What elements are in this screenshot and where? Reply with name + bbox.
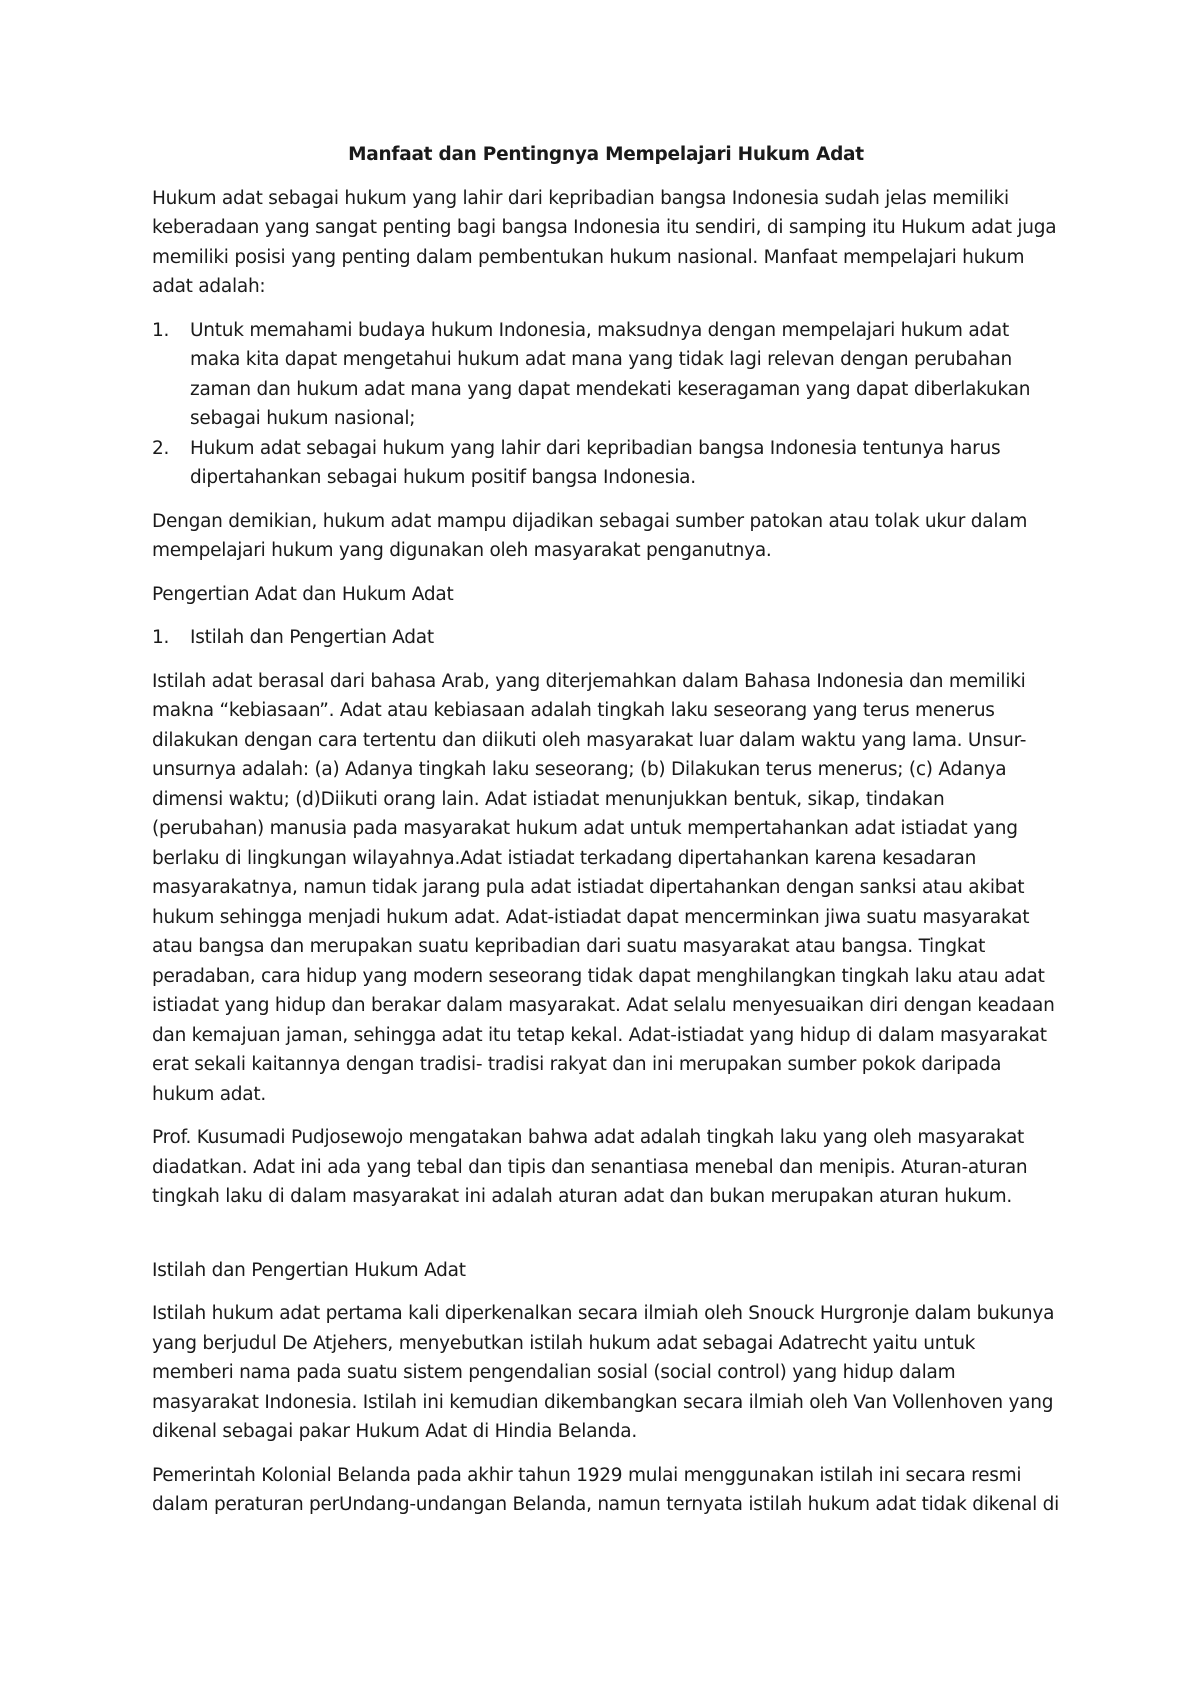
- prof-paragraph: Prof. Kusumadi Pudjosewojo mengatakan bahwa adat adalah tingkah laku yang oleh masyarakat diadatkan. Adat ini ada yang tebal dan tipis dan senantiasa menebal dan menipis. Aturan-aturan tingkah laku di dalam masyarakat ini adalah aturan adat dan bukan merupakan aturan hukum.: [152, 1127, 1028, 1207]
- subsection-list: [152, 623, 1060, 653]
- benefits-list: [152, 316, 1060, 493]
- document-title: Manfaat dan Pentingnya Mempelajari Hukum Adat: [348, 144, 864, 165]
- list-item: [152, 623, 1060, 653]
- list-item-number: 1.: [152, 627, 170, 648]
- list-item-text: Untuk memahami budaya hukum Indonesia, maksudnya dengan mempelajari hukum adat maka kita dapat mengetahui hukum adat mana yang tidak lagi relevan dengan perubahan zaman dan hukum adat mana yang dapat mendekati keseragaman yang dapat diberlakukan sebagai hukum nasional;: [190, 319, 1031, 429]
- subsection-heading: Istilah dan Pengertian Adat: [190, 627, 434, 648]
- kolonial-paragraph: Pemerintah Kolonial Belanda pada akhir tahun 1929 mulai menggunakan istilah ini secara resmi dalam peraturan perUndang-undangan Belanda, namun ternyata istilah hukum adat tidak dikenal di: [152, 1464, 1060, 1515]
- section-heading: Pengertian Adat dan Hukum Adat: [152, 583, 454, 605]
- adat-paragraph: Istilah adat berasal dari bahasa Arab, yang diterjemahkan dalam Bahasa Indonesia dan memiliki makna “kebiasaan”. Adat atau kebiasaan adalah tingkah laku seseorang yang terus menerus dilakukan dengan cara tertentu dan diikuti oleh masyarakat luar dalam waktu yang lama. Unsur-unsurnya adalah: (a) Adanya tingkah laku seseorang; (b) Dilakukan terus menerus; (c) Adanya dimensi waktu; (d)Diikuti orang lain. Adat istiadat menunjukkan bentuk, sikap, tindakan (perubahan) manusia pada masyarakat hukum adat untuk mempertahankan adat istiadat yang berlaku di lingkungan wilayahnya.Adat istiadat terkadang dipertahankan karena kesadaran masyarakatnya, namun tidak jarang pula adat istiadat dipertahankan dengan sanksi atau akibat hukum sehingga menjadi hukum adat. Adat-istiadat dapat mencerminkan jiwa suatu masyarakat atau bangsa dan merupakan suatu kepribadian dari suatu masyarakat atau bangsa. Tingkat peradaban, cara hidup yang modern seseorang tidak dapat menghilangkan tingkah laku atau adat istiadat yang hidup dan berakar dalam masyarakat. Adat selalu menyesuaikan diri dengan keadaan dan kemajuan jaman, sehingga adat itu tetap kekal. Adat-istiadat yang hidup di dalam masyarakat erat sekali kaitannya dengan tradisi- tradisi rakyat dan ini merupakan sumber pokok daripada hukum adat.: [152, 670, 1055, 1105]
- hukum-adat-paragraph: Istilah hukum adat pertama kali diperkenalkan secara ilmiah oleh Snouck Hurgronje dalam bukunya yang berjudul De Atjehers, menyebutkan istilah hukum adat sebagai Adatrecht yaitu untuk memberi nama pada suatu sistem pengendalian sosial (social control) yang hidup dalam masyarakat Indonesia. Istilah ini kemudian dikembangkan secara ilmiah oleh Van Vollenhoven yang dikenal sebagai pakar Hukum Adat di Hindia Belanda.: [152, 1303, 1055, 1442]
- list-item-text: Hukum adat sebagai hukum yang lahir dari kepribadian bangsa Indonesia tentunya harus dipertahankan sebagai hukum positif bangsa Indonesia.: [190, 437, 1001, 488]
- list-item-number: 1.: [152, 319, 170, 341]
- subsection-heading-hukum-adat: Istilah dan Pengertian Hukum Adat: [152, 1259, 466, 1281]
- intro-paragraph: Hukum adat sebagai hukum yang lahir dari kepribadian bangsa Indonesia sudah jelas memiliki keberadaan yang sangat penting bagi bangsa Indonesia itu sendiri, di samping itu Hukum adat juga memiliki posisi yang penting dalam pembentukan hukum nasional. Manfaat mempelajari hukum adat adalah:: [152, 187, 1057, 297]
- list-item: [152, 434, 1060, 493]
- blank-line: [152, 1226, 1060, 1256]
- list-item-number: 2.: [152, 437, 170, 459]
- list-item: [152, 316, 1060, 434]
- conclusion-paragraph: Dengan demikian, hukum adat mampu dijadikan sebagai sumber patokan atau tolak ukur dalam mempelajari hukum yang digunakan oleh masyarakat penganutnya.: [152, 510, 1028, 561]
- document-page: [152, 140, 1060, 1534]
